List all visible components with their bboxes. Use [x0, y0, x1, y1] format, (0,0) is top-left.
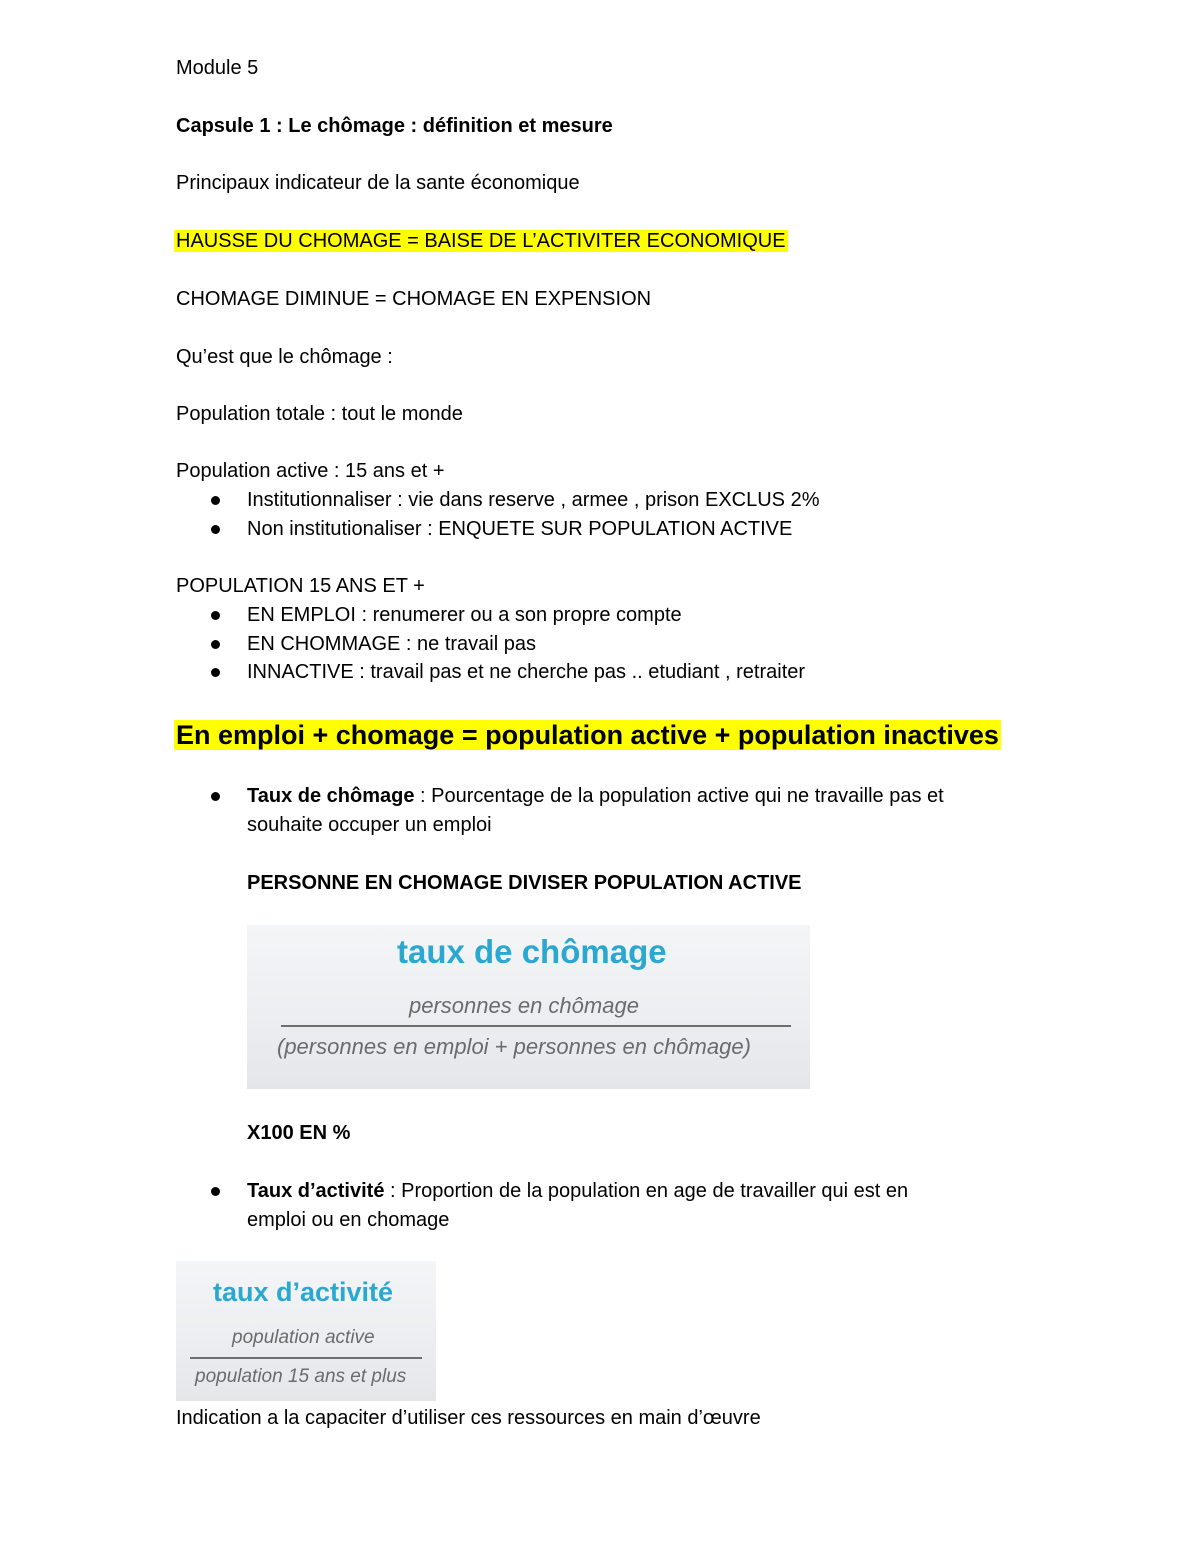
unemployment-formula-image: [247, 925, 810, 1089]
highlight-line-wrapper: [176, 227, 788, 255]
definition-continuation: emploi ou en chomage: [247, 1209, 450, 1231]
fraction-bar: [281, 1025, 791, 1027]
indication-line: Indication a la capaciter d’utiliser ces ressources en main d’œuvre: [176, 1407, 761, 1429]
formula-title: taux de chômage: [397, 933, 667, 970]
active-population-line: Population active : 15 ans et +: [176, 460, 445, 482]
term-label: Taux d’activité: [247, 1180, 385, 1202]
fraction-bar: [190, 1357, 422, 1359]
definition-continuation: souhaite occuper un emploi: [247, 814, 492, 836]
activity-formula-image: [176, 1261, 436, 1401]
expansion-line: CHOMAGE DIMINUE = CHOMAGE EN EXPENSION: [176, 288, 652, 310]
equation-text: En emploi + chomage = population active + population inactives: [176, 720, 999, 750]
bullet-icon: [211, 1187, 220, 1196]
total-population-line: Population totale : tout le monde: [176, 403, 463, 425]
bullet-icon: [211, 525, 220, 534]
formula-denominator: population 15 ans et plus: [195, 1366, 407, 1387]
bullet-icon: [211, 496, 220, 505]
definition-text: : Proportion de la population en age de travailler qui est en: [384, 1180, 909, 1202]
question-line: Qu’est que le chômage :: [176, 346, 393, 368]
formula-numerator: personnes en chômage: [409, 993, 639, 1018]
indicators-line: Principaux indicateur de la sante économique: [176, 172, 580, 194]
population-15-heading: POPULATION 15 ANS ET +: [176, 575, 425, 597]
bullet-icon: [211, 668, 220, 677]
bullet-icon: [211, 611, 220, 620]
bullet-icon: [211, 792, 220, 801]
list-item-text: EN CHOMMAGE : ne travail pas: [247, 633, 536, 655]
equation-line-wrapper: [176, 716, 1001, 754]
bullet-icon: [211, 640, 220, 649]
formula-numerator: population active: [232, 1327, 375, 1348]
definition-text: : Pourcentage de la population active qui ne travaille pas et: [414, 785, 944, 807]
highlighted-text: HAUSSE DU CHOMAGE = BAISE DE L’ACTIVITER ECONOMIQUE: [176, 230, 786, 252]
formula-text: PERSONNE EN CHOMAGE DIVISER POPULATION ACTIVE: [247, 872, 802, 894]
module-title: Module 5: [176, 57, 259, 79]
list-item-text: EN EMPLOI : renumerer ou a son propre compte: [247, 604, 682, 626]
capsule-title: Capsule 1 : Le chômage : définition et mesure: [176, 115, 613, 137]
list-item-text: INNACTIVE : travail pas et ne cherche pas .. etudiant , retraiter: [247, 661, 806, 683]
multiplier-text: X100 EN %: [247, 1122, 351, 1144]
formula-title: taux d’activité: [213, 1277, 394, 1307]
list-item-text: Institutionnaliser : vie dans reserve , armee , prison EXCLUS 2%: [247, 489, 820, 511]
term-label: Taux de chômage: [247, 785, 415, 807]
list-item-text: [247, 782, 944, 810]
formula-denominator: (personnes en emploi + personnes en chômage): [277, 1034, 751, 1059]
list-item-text: [247, 1177, 908, 1205]
list-item-text: Non institutionaliser : ENQUETE SUR POPULATION ACTIVE: [247, 518, 793, 540]
